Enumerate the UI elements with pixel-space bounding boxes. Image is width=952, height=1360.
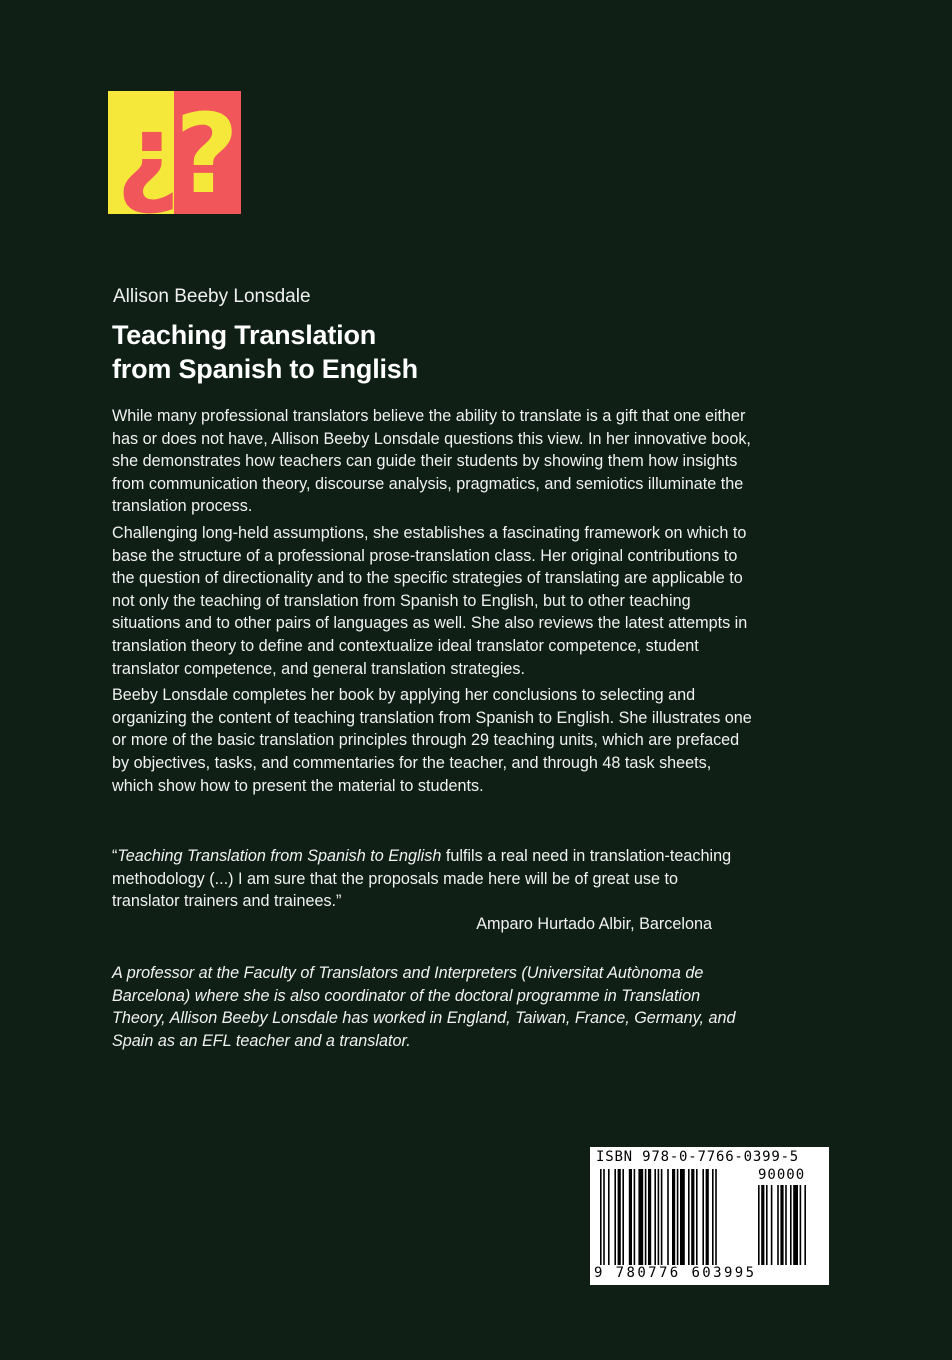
isbn-barcode <box>590 1147 829 1285</box>
endorsement-quote <box>112 845 732 913</box>
book-title-line-2: from Spanish to English <box>112 354 418 384</box>
publisher-logo <box>108 91 241 214</box>
book-title-line-1: Teaching Translation <box>112 320 377 350</box>
question-mark-icon: ? <box>175 91 239 214</box>
blurb <box>112 405 752 801</box>
author-bio: A professor at the Faculty of Translators and Interpreters (Universitat Autònoma de Barcelona) where she is also coordinator of the doctoral programme in Translation Theory, Allison Beeby Lonsdale has worked in England, Taiwan, France, Germany, and Spain as an EFL teacher and a translator. <box>112 964 736 1050</box>
book-title <box>112 318 418 386</box>
inverted-question-mark-icon: ¿ <box>116 91 180 214</box>
quote-text: fulfils a real need in translation-teaching methodology (...) I am sure that the proposals made here will be of great use to translator trainers and trainees.” <box>112 847 732 911</box>
author-name: Allison Beeby Lonsdale <box>113 286 311 307</box>
quote-attribution: Amparo Hurtado Albir, Barcelona <box>476 915 712 933</box>
price-code: 90000 <box>758 1167 806 1183</box>
blurb-paragraph-2: Challenging long-held assumptions, she establishes a fascinating framework on which to base the structure of a professional prose-translation class. Her original contributions to the question of directionality and to the specific strategies of translating are applicable to not only the teaching of translation from Spanish to English, but to other teaching situations and to other pairs of languages as well. She also reviews the latest attempts in translation theory to define and contextualize ideal translator competence, student translator competence, and general translation strategies. <box>112 523 748 678</box>
ean-digits: 9 780776 603995 <box>594 1265 757 1281</box>
blurb-paragraph-1: While many professional translators believe the ability to translate is a gift that one either has or does not have, Allison Beeby Lonsdale questions this view. In her innovative book, she demonstrates how teachers can guide their students by showing them how insights from communication theory, discourse analysis, pragmatics, and semiotics illuminate the translation process. <box>112 407 751 516</box>
quote-book-title: Teaching Translation from Spanish to English <box>117 847 442 865</box>
isbn-label: ISBN 978-0-7766-0399-5 <box>596 1149 800 1165</box>
blurb-paragraph-3: Beeby Lonsdale completes her book by applying her conclusions to selecting and organizing the content of teaching translation from Spanish to English. She illustrates one or more of the basic translation principles through 29 teaching units, which are prefaced by objectives, tasks, and commentaries for the teacher, and through 48 task sheets, which show how to present the material to students. <box>112 686 752 795</box>
quote-open-mark: “ <box>112 847 118 865</box>
